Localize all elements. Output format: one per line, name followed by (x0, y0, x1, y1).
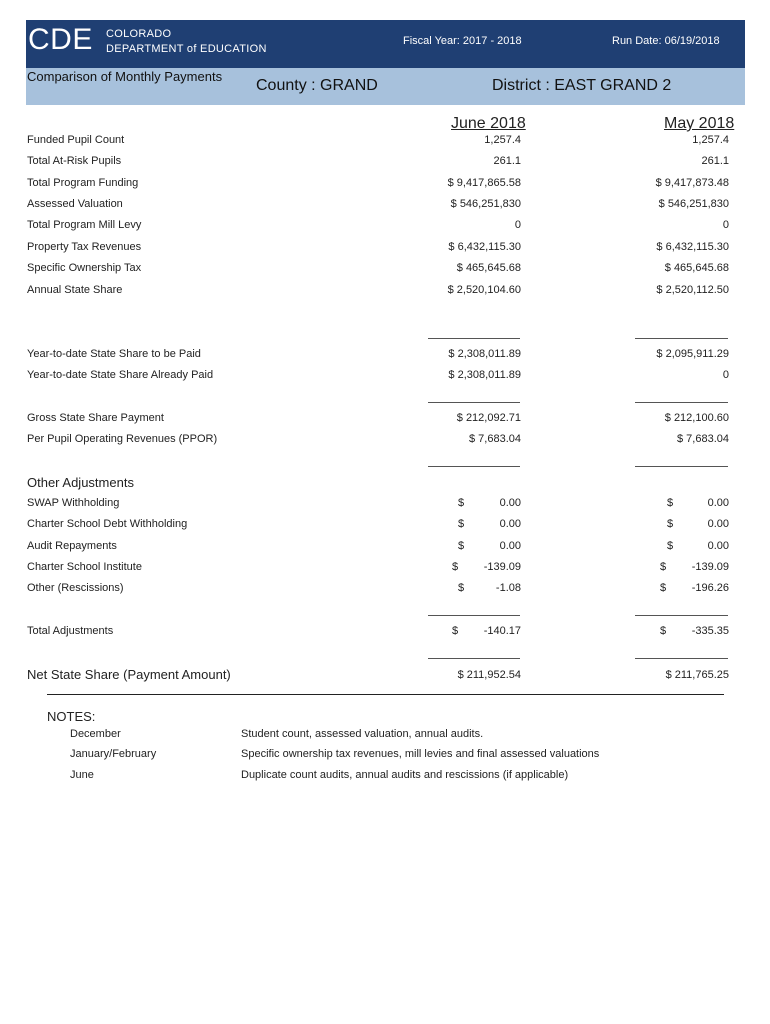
row-value-june: -139.09 (483, 561, 521, 573)
currency-symbol: $ (452, 625, 459, 637)
row-value-june: $ 212,092.71 (456, 412, 521, 424)
row-label: Gross State Share Payment (27, 412, 164, 424)
row-value-june: $ 2,520,104.60 (447, 284, 521, 296)
divider (47, 694, 724, 695)
row-value-june: 0.00 (499, 540, 521, 552)
row-value-may: $ 7,683.04 (677, 433, 729, 445)
table-row (0, 348, 770, 364)
row-value-may: -196.26 (691, 582, 729, 594)
table-row (0, 412, 770, 428)
subtotal-rule (428, 615, 520, 616)
net-value-june: $ 211,952.54 (457, 669, 521, 681)
run-date: Run Date: 06/19/2018 (612, 35, 720, 47)
note-text: Duplicate count audits, annual audits and rescissions (if applicable) (241, 769, 569, 781)
row-label: Total At-Risk Pupils (27, 155, 122, 167)
column-header-may: May 2018 (664, 115, 735, 132)
column-header-june: June 2018 (451, 115, 526, 132)
table-row (0, 540, 770, 556)
org-name-line1: COLORADO (106, 28, 172, 40)
subtotal-rule (635, 615, 728, 616)
row-value-may: $ 465,645.68 (664, 262, 729, 274)
org-name-line2: DEPARTMENT of EDUCATION (106, 43, 267, 55)
row-value-june: 0.00 (499, 497, 521, 509)
row-value-may: 0 (722, 369, 729, 381)
currency-symbol: $ (452, 561, 459, 573)
row-label: Total Program Funding (27, 177, 139, 189)
subheader-bar (26, 68, 745, 105)
table-row (0, 155, 770, 171)
subtotal-rule (428, 338, 520, 339)
row-value-may: $ 9,417,873.48 (655, 177, 729, 189)
row-label: Charter School Debt Withholding (27, 518, 188, 530)
subtotal-rule (635, 402, 728, 403)
row-label: Annual State Share (27, 284, 123, 296)
row-label: Specific Ownership Tax (27, 262, 142, 274)
row-value-may: -335.35 (691, 625, 729, 637)
subtotal-rule (635, 466, 728, 467)
row-value-may: 261.1 (701, 155, 729, 167)
row-value-june: 261.1 (493, 155, 521, 167)
table-row (0, 518, 770, 534)
currency-symbol: $ (458, 497, 465, 509)
row-value-june: $ 546,251,830 (450, 198, 521, 210)
row-label: Audit Repayments (27, 540, 117, 552)
currency-symbol: $ (660, 582, 667, 594)
net-value-may: $ 211,765.25 (665, 669, 729, 681)
row-value-may: $ 2,095,911.29 (656, 348, 729, 360)
row-value-may: 1,257.4 (692, 134, 729, 146)
row-value-june: $ 7,683.04 (469, 433, 521, 445)
row-label: Property Tax Revenues (27, 241, 142, 253)
table-row (0, 241, 770, 257)
row-value-june: -140.17 (483, 625, 521, 637)
currency-symbol: $ (458, 582, 465, 594)
note-text: Student count, assessed valuation, annual audits. (241, 728, 484, 740)
header-banner (26, 20, 745, 68)
table-row (0, 561, 770, 577)
table-row (0, 284, 770, 300)
table-row (0, 369, 770, 385)
row-label: Other (Rescissions) (27, 582, 124, 594)
row-value-may: $ 2,520,112.50 (656, 284, 729, 296)
row-value-june: $ 2,308,011.89 (448, 369, 521, 381)
note-key: June (70, 769, 94, 781)
report-title: Comparison of Monthly Payments (27, 69, 223, 84)
table-row (0, 134, 770, 150)
currency-symbol: $ (458, 518, 465, 530)
row-value-may: 0.00 (707, 540, 729, 552)
subtotal-rule (635, 658, 728, 659)
district-label: District : EAST GRAND 2 (492, 77, 672, 94)
row-label: Year-to-date State Share to be Paid (27, 348, 201, 360)
row-value-june: 1,257.4 (484, 134, 521, 146)
subtotal-rule (428, 402, 520, 403)
note-text: Specific ownership tax revenues, mill levies and final assessed valuations (241, 748, 600, 760)
row-label: Total Adjustments (27, 625, 114, 637)
row-value-june: 0 (514, 219, 521, 231)
currency-symbol: $ (667, 518, 674, 530)
table-row (0, 582, 770, 598)
table-row (0, 198, 770, 214)
note-key: December (70, 728, 121, 740)
row-value-may: 0.00 (707, 518, 729, 530)
table-row (0, 219, 770, 235)
fiscal-year: Fiscal Year: 2017 - 2018 (403, 35, 522, 47)
cde-logo: CDE (28, 23, 93, 56)
total-adjustments-row (0, 625, 770, 641)
currency-symbol: $ (667, 540, 674, 552)
row-value-june: 0.00 (499, 518, 521, 530)
net-label: Net State Share (Payment Amount) (27, 667, 231, 682)
subtotal-rule (635, 338, 728, 339)
row-value-may: -139.09 (691, 561, 729, 573)
row-value-june: $ 2,308,011.89 (448, 348, 521, 360)
table-row (0, 262, 770, 278)
row-value-may: $ 546,251,830 (658, 198, 729, 210)
row-label: Per Pupil Operating Revenues (PPOR) (27, 433, 218, 445)
row-value-june: $ 9,417,865.58 (447, 177, 521, 189)
row-label: Year-to-date State Share Already Paid (27, 369, 214, 381)
currency-symbol: $ (667, 497, 674, 509)
row-value-june: $ 6,432,115.30 (448, 241, 521, 253)
table-row (0, 177, 770, 193)
currency-symbol: $ (458, 540, 465, 552)
row-value-june: -1.08 (495, 582, 521, 594)
row-value-may: $ 212,100.60 (664, 412, 729, 424)
table-row (0, 497, 770, 513)
county-label: County : GRAND (256, 77, 378, 94)
currency-symbol: $ (660, 561, 667, 573)
row-label: Funded Pupil Count (27, 134, 125, 146)
row-value-may: 0.00 (707, 497, 729, 509)
row-label: Total Program Mill Levy (27, 219, 142, 231)
row-label: Charter School Institute (27, 561, 142, 573)
row-value-june: $ 465,645.68 (456, 262, 521, 274)
subtotal-rule (428, 658, 520, 659)
note-key: January/February (70, 748, 157, 760)
row-label: Assessed Valuation (27, 198, 123, 210)
table-row (0, 433, 770, 449)
row-value-may: $ 6,432,115.30 (656, 241, 729, 253)
subtotal-rule (428, 466, 520, 467)
row-value-may: 0 (722, 219, 729, 231)
adjustments-title: Other Adjustments (27, 475, 134, 490)
currency-symbol: $ (660, 625, 667, 637)
row-label: SWAP Withholding (27, 497, 120, 509)
notes-title: NOTES: (47, 709, 96, 724)
